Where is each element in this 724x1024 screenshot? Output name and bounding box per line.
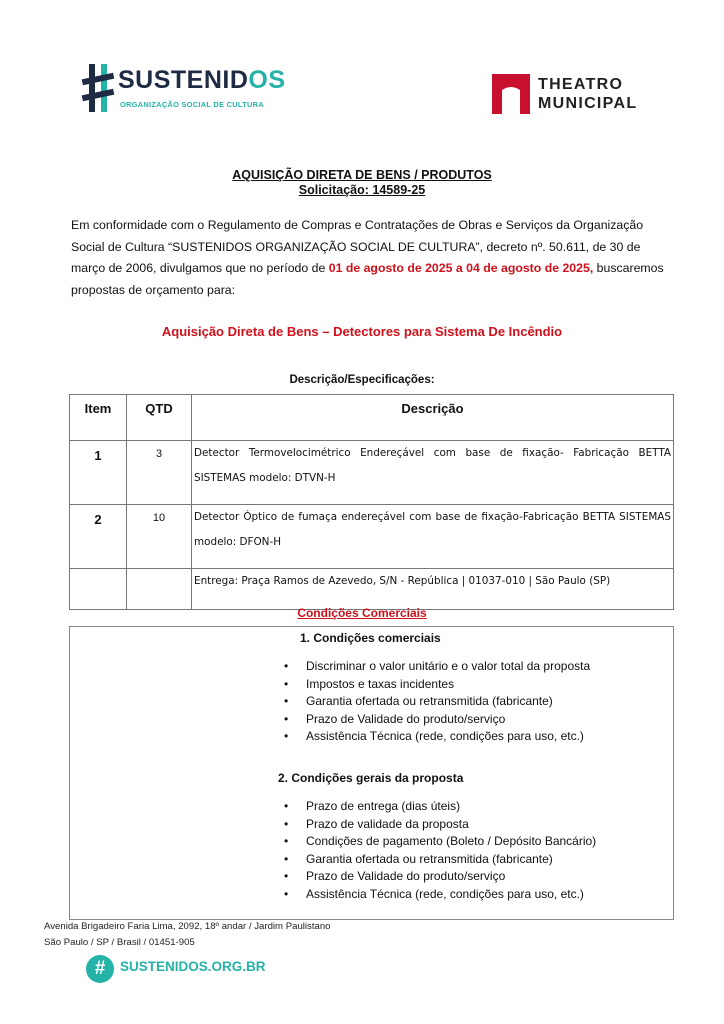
theatro-municipal-logo — [490, 72, 660, 122]
hashtag-logo-icon — [80, 62, 116, 114]
sustenidos-logo — [80, 62, 286, 120]
footer-address-line1: Avenida Brigadeiro Faria Lima, 2092, 18º andar / Jardim Paulistano — [44, 921, 331, 932]
sustenidos-logo-subtitle: ORGANIZAÇÃO SOCIAL DE CULTURA — [120, 100, 264, 109]
cell-item: 1 — [70, 441, 127, 505]
intro-text-start: Em conformidade com o Regulamento de Compras e Contratações de Obras e Serviços da Organização Social de Cultura “SUSTENIDOS ORGANIZAÇÃO SOCIAL DE CULTURA”, decreto nº. 50.611, de 30 de março de 2006, divulgamos que no período de — [71, 218, 644, 275]
cell-item — [70, 569, 127, 610]
list-item: • Discriminar o valor unitário e o valor total da proposta — [284, 658, 590, 676]
subject-heading: Aquisição Direta de Bens – Detectores para Sistema De Incêndio — [161, 324, 563, 339]
header-qtd: QTD — [127, 395, 192, 441]
cell-desc-delivery: Entrega: Praça Ramos de Azevedo, S/N - República | 01037-010 | São Paulo (SP) — [192, 569, 674, 610]
footer-address-line2: São Paulo / SP / Brasil / 01451-905 — [44, 936, 195, 948]
intro-paragraph — [71, 215, 671, 301]
list-item: • Impostos e taxas incidentes — [284, 676, 590, 694]
intro-period: 01 de agosto de 2025 a 04 de agosto de 2025, — [328, 261, 594, 275]
table-row — [70, 505, 674, 569]
list-item: • Garantia ofertada ou retransmitida (fabricante) — [284, 851, 596, 869]
list-item: • Prazo de Validade do produto/serviço — [284, 711, 590, 729]
theatro-line1: THEATRO — [538, 76, 624, 93]
spec-heading: Descrição/Especificações: — [289, 374, 435, 386]
list-item: • Condições de pagamento (Boleto / Depósito Bancário) — [284, 833, 596, 851]
items-table — [69, 394, 674, 610]
cell-desc: Detector Óptico de fumaça endereçável com base de fixação-Fabricação BETTA SISTEMAS modelo: DFON-H — [192, 505, 674, 569]
intro-text-end: buscaremos propostas de orçamento para: — [71, 261, 664, 297]
list-item: • Prazo de Validade do produto/serviço — [284, 868, 596, 886]
list-item: • Prazo de validade da proposta — [284, 816, 596, 834]
hashtag-circle-icon: # — [86, 955, 114, 983]
cell-qtd: 3 — [127, 441, 192, 505]
cell-qtd: 10 — [127, 505, 192, 569]
conditions-section2-heading: 2. Condições gerais da proposta — [278, 771, 464, 785]
cell-item: 2 — [70, 505, 127, 569]
footer-site-link[interactable]: SUSTENIDOS.ORG.BR — [120, 959, 266, 974]
table-row — [70, 441, 674, 505]
theatro-arch-icon — [490, 72, 532, 116]
list-item: • Garantia ofertada ou retransmitida (fabricante) — [284, 693, 590, 711]
list-item: • Prazo de entrega (dias úteis) — [284, 798, 596, 816]
conditions-section1-heading: 1. Condições comerciais — [300, 631, 441, 645]
cell-qtd — [127, 569, 192, 610]
table-row — [70, 569, 674, 610]
conditions-title: Condições Comerciais — [297, 606, 427, 620]
footer-logo[interactable] — [86, 955, 286, 983]
list-item: • Assistência Técnica (rede, condições para uso, etc.) — [284, 728, 590, 746]
list-item: • Assistência Técnica (rede, condições para uso, etc.) — [284, 886, 596, 904]
table-header-row — [70, 395, 674, 441]
theatro-line2: MUNICIPAL — [538, 95, 638, 112]
sustenidos-logo-name: SUSTENIDOS — [118, 66, 286, 94]
request-number: Solicitação: 14589-25 — [298, 183, 426, 197]
footer-address — [44, 919, 331, 950]
header-desc: Descrição — [192, 395, 674, 441]
conditions-section2-list — [284, 798, 596, 903]
document-title: AQUISIÇÃO DIRETA DE BENS / PRODUTOS — [232, 168, 492, 182]
conditions-section1-list — [284, 658, 590, 746]
cell-desc: Detector Termovelocimétrico Endereçável com base de fixação- Fabricação BETTA SISTEMAS modelo: DTVN-H — [192, 441, 674, 505]
header-item: Item — [70, 395, 127, 441]
